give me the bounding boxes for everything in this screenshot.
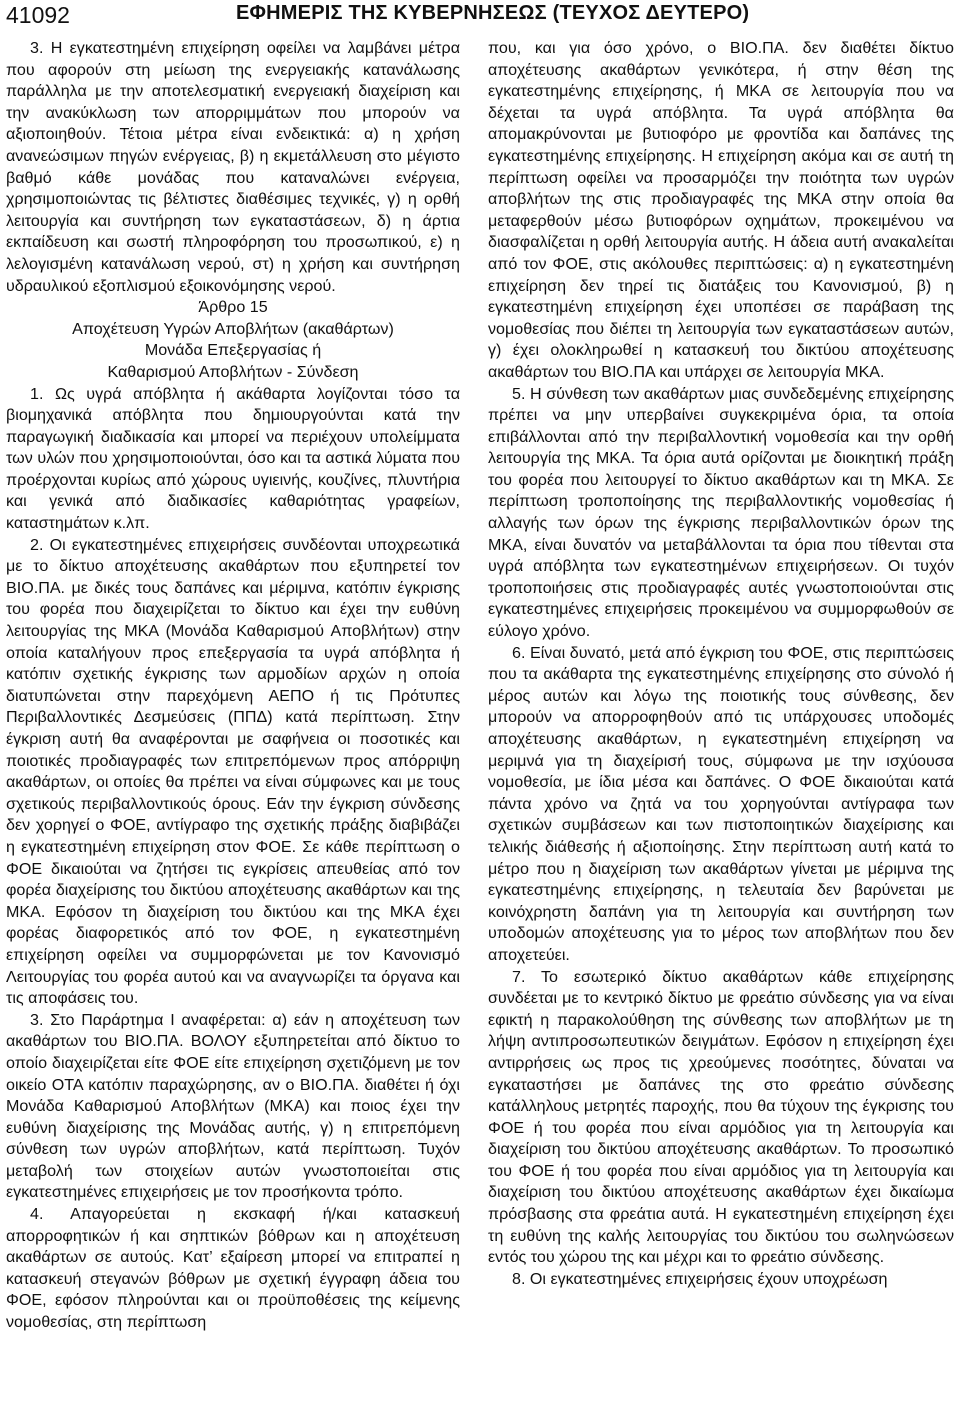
- gazette-title: ΕΦΗΜΕΡΙΣ ΤΗΣ ΚΥΒΕΡΝΗΣΕΩΣ (ΤΕΥΧΟΣ ΔΕΥΤΕΡΟ): [236, 2, 750, 24]
- article-paragraph-4-continued: που, και για όσο χρόνο, ο ΒΙΟ.ΠΑ. δεν διαθέτει δίκτυο αποχέτευσης ακαθάρτων γενικότερα, ή στην θέση της εγκατεστημένης επιχείρησης, ή ΜΚΑ σε λειτουργία που να δέχεται τα υγρά απόβλητα. Τα υγρά απόβλητα θα απομακρύνονται με βυτιοφόρο με φροντίδα και δαπάνες της εγκατεστημένης επιχείρησης. Η επιχείρηση ακόμα και σε αυτή τη περίπτωση οφείλει να προσαρμόζει την ποιότητα των υγρών αποβλήτων της στις προδιαγραφές της ΜΚΑ στην οποία θα μεταφερθούν μέσω βυτιοφόρων οχημάτων, προκειμένου να διασφαλίζεται η ορθή λειτουργία αυτής. Η άδεια αυτή ανακαλείται από τον ΦΟΕ, στις ακόλουθες περιπτώσεις: α) η εγκατεστημένη επιχείρηση δεν τηρεί τις διατάξεις του Κανονισμού, β) η εγκατεστημένη επιχείρηση έχει υποπέσει σε παράβαση της νομοθεσίας που διέπει τη λειτουργία των εγκαταστάσεων αυτών, γ) έχει ολοκληρωθεί η κατασκευή του δικτύου αποχέτευσης ακαθάρτων του ΒΙΟ.ΠΑ και υπάρχει σε λειτουργία ΜΚΑ.: [488, 39, 954, 381]
- article-title-line-2: Μονάδα Επεξεργασίας ή: [144, 341, 322, 360]
- article-paragraph-5: 5. Η σύνθεση των ακαθάρτων μιας συνδεδεμένης επιχείρησης πρέπει να μην υπερβαίνει συγκεκριμένα όρια, τα οποία επιβάλλονται από την περιβαλλοντική νομοθεσία και την ορθή λειτουργία της ΜΚΑ. Τα όρια αυτά ορίζονται με διοικητική πράξη του φορέα που λειτουργεί το δίκτυο ακαθάρτων και τη ΜΚΑ. Σε περίπτωση τροποποίησης της περιβαλλοντικής νομοθεσίας ή αλλαγής των όρων της έγκρισης περιβαλλοντικών όρων της ΜΚΑ, είναι δυνατόν να μεταβάλλονται τα όρια που τίθενται στα υγρά απόβλητα των εγκατεστημένων επιχειρήσεων. Οι τυχόν τροποποιήσεις στις προδιαγραφές αυτές γνωστοποιούνται στις εγκατεστημένες επιχειρήσεις προκειμένου να συμμορφωθούν σε εύλογο χρόνο.: [488, 384, 954, 641]
- paragraph-3: 3. Η εγκατεστημένη επιχείρηση οφείλει να λαμβάνει μέτρα που αφορούν στη μείωση της ενεργειακής κατανάλωσης παράλληλα με την αποτελεσματική ενεργειακή διαχείριση και την ανακύκλωση των απορριμμάτων που μπορούν να αξιοποιηθούν. Τέτοια μέτρα είναι ενδεικτικά: α) η χρήση ανανεώσιμων πηγών ενέργειας, β) η εκμετάλλευση στο μέγιστο βαθμό κάθε μονάδας που καταναλώνει ενέργεια, χρησιμοποιώντας τις βέλτιστες διαθέσιμες τεχνικές, γ) η ορθή λειτουργία και συντήρηση των εγκαταστάσεων, δ) η άρτια εκπαίδευση και σωστή πληροφόρηση του προσωπικού, ε) η λελογισμένη κατανάλωση νερού, στ) η χρήση και συντήρηση υδραυλικού εξοπλισμού εξοικονόμησης νερού.: [6, 39, 460, 295]
- article-paragraph-4: 4. Απαγορεύεται η εκσκαφή ή/και κατασκευή απορροφητικών ή και σηπτικών βόθρων και η αποχέτευση ακαθάρτων σε αυτούς. Κατ’ εξαίρεση μπορεί να επιτραπεί η κατασκευή στεγανών βόθρων με σχετική έγγραφη άδεια του ΦΟΕ, εφόσον πληρούνται και οι προϋποθέσεις της κείμενης νομοθεσίας, στη περίπτωση: [6, 1205, 460, 1332]
- article-paragraph-2: 2. Οι εγκατεστημένες επιχειρήσεις συνδέονται υποχρεωτικά με το δίκτυο αποχέτευσης ακαθάρτων που εξυπηρετεί τον ΒΙΟ.ΠΑ. με δικές τους δαπάνες και μέριμνα, κατόπιν έγκρισης του φορέα που διαχειρίζεται το δίκτυο και έχει την ευθύνη λειτουργίας της ΜΚΑ (Μονάδα Καθαρισμού Αποβλήτων) στην οποία καταλήγουν προς επεξεργασία τα υγρά απόβλητα ή κατόπιν σχετικής έγκρισης των αρμοδίων αρχών η οποία διατυπώνεται στην παρεχόμενη ΑΕΠΟ ή τις Πρότυπες Περιβαλλοντικές Δεσμεύσεις (ΠΠΔ) κατά περίπτωση. Στην έγκριση αυτή θα αναφέρονται με σαφήνεια οι ποσοτικές και ποιοτικές προδιαγραφές των επιτρεπόμενων προς απόρριψη ακαθάρτων, οι οποίες θα πρέπει να είναι σύμφωνες και με τους σχετικούς περιβαλλοντικούς όρους. Εάν την έγκριση σύνδεσης δεν χορηγεί ο ΦΟΕ, αντίγραφο της σχετικής πράξης διαβιβάζει η εγκατεστημένη επιχείρηση στον ΦΟΕ. Σε κάθε περίπτωση ο ΦΟΕ δικαιούται να ζητήσει τις εγκρίσεις απευθείας από τον φορέα διαχείρισης του δικτύου αποχέτευσης ακαθάρτων και της ΜΚΑ. Εφόσον τη διαχείριση του δικτύου και της ΜΚΑ έχει φορέας διαφορετικός από τον ΦΟΕ, η εγκατεστημένη επιχείρηση οφείλει να συμμορφώνεται με τον Κανονισμό Λειτουργίας του φορέα αυτού και να αναγνωρίζει τα όργανα και τις αποφάσεις του.: [6, 535, 460, 1008]
- page-number: 41092: [6, 2, 70, 28]
- article-paragraph-7: 7. Το εσωτερικό δίκτυο ακαθάρτων κάθε επιχείρησης συνδέεται με το κεντρικό δίκτυο με φρεάτιο σύνδεσης για να είναι εφικτή η παρακολούθηση της σύνθεσης των αποβλήτων με τη λήψη αντιπροσωπευτικών δειγμάτων. Εφόσον η επιχείρηση έχει αντιρρήσεις ως προς τις χρεούμενες ποσότητες, δύναται να εγκαταστήσει με δαπάνες της στο φρεάτιο σύνδεσης κατάλληλους μετρητές παροχής, που θα τύχουν της έγκρισης του ΦΟΕ ή του φορέα που είναι αρμόδιος για τη λειτουργία και διαχείριση του δικτύου αποχέτευσης ακαθάρτων. Το προσωπικό του ΦΟΕ ή του φορέα που είναι αρμόδιος για τη λειτουργία και διαχείριση του δικτύου αποχέτευσης ακαθάρτων έχει δικαίωμα πρόσβασης στα φρεάτια αυτά. Η εγκατεστημένη επιχείρηση έχει τη ευθύνη της καλής λειτουργίας του δικτύου του σωληνώσεων εντός του χώρου της και μέχρι και το φρεάτιο σύνδεσης.: [488, 967, 954, 1267]
- article-paragraph-8: 8. Οι εγκατεστημένες επιχειρήσεις έχουν υποχρέωση: [512, 1269, 888, 1288]
- right-column: [488, 38, 954, 1290]
- left-column: [6, 38, 460, 1334]
- page-header: [0, 0, 960, 38]
- article-title-line-3: Καθαρισμού Αποβλήτων - Σύνδεση: [107, 362, 359, 381]
- article-paragraph-3: 3. Στο Παράρτημα Ι αναφέρεται: α) εάν η αποχέτευση των ακαθάρτων του ΒΙΟ.ΠΑ. ΒΟΛΟΥ εξυπηρετείται από δίκτυο το οποίο διαχειρίζεται είτε ΦΟΕ είτε επιχείρηση σχετιζόμενη με τον οικείο ΟΤΑ κατόπιν παραχώρησης, αν ο ΒΙΟ.ΠΑ. διαθέτει ή όχι Μονάδα Καθαρισμού Αποβλήτων (ΜΚΑ) και ποιος έχει την ευθύνη διαχείρισης της Μονάδας αυτής, γ) η επιτρεπόμενη σύνθεση των υγρών αποβλήτων, κατά περίπτωση. Τυχόν μεταβολή των στοιχείων αυτών γνωστοποιείται στις εγκατεστημένες επιχειρήσεις με τον προσήκοντα τρόπο.: [6, 1010, 460, 1202]
- article-number: Άρθρο 15: [198, 298, 268, 317]
- article-paragraph-6: 6. Είναι δυνατό, μετά από έγκριση του ΦΟΕ, στις περιπτώσεις που τα ακάθαρτα της εγκατεστημένης επιχείρησης στο σύνολό ή μέρος αυτών και λόγω της ποιοτικής τους σύνθεσης, δεν μπορούν να απορροφηθούν από τις υπάρχουσες υποδομές αποχέτευσης ακαθάρτων, η εγκατεστημένη επιχείρηση να μεριμνά για τη διαχείρισή τους, σύμφωνα με την ισχύουσα νομοθεσία, με ίδια μέσα και δαπάνες. Ο ΦΟΕ δικαιούται κατά πάντα χρόνο να ζητά να του χορηγούνται αντίγραφα των σχετικών συμβάσεων και των πιστοποιητικών διαχείρισης και τελικής διάθεσής ή αξιοποίησης. Στην περίπτωση αυτή κατά το μέτρο που η διαχείριση των ακαθάρτων γίνεται με μέριμνα της εγκατεστημένης επιχείρησης, η τελευταία δεν βαρύνεται με κοινόχρηστη δαπάνη για τη λειτουργία και συντήρηση των υποδομών αποχέτευσης για το μέρος των αποβλήτων που δεν αποχετεύει.: [488, 643, 954, 964]
- article-paragraph-1: 1. Ως υγρά απόβλητα ή ακάθαρτα λογίζονται τόσο τα βιομηχανικά απόβλητα που δημιουργούνται κατά την παραγωγική διαδικασία και μπορεί να περιέχουν υπολείμματα των υλών που χρησιμοποιούνται, όσο και τα αστικά λύματα που προέρχονται κυρίως από χώρους υγιεινής, κουζίνες, πλυντήρια και γενικά από διαδικασίες καθαριότητας γραφείων, καταστημάτων κ.λπ.: [6, 384, 460, 533]
- article-title-line-1: Αποχέτευση Υγρών Αποβλήτων (ακαθάρτων): [72, 319, 394, 338]
